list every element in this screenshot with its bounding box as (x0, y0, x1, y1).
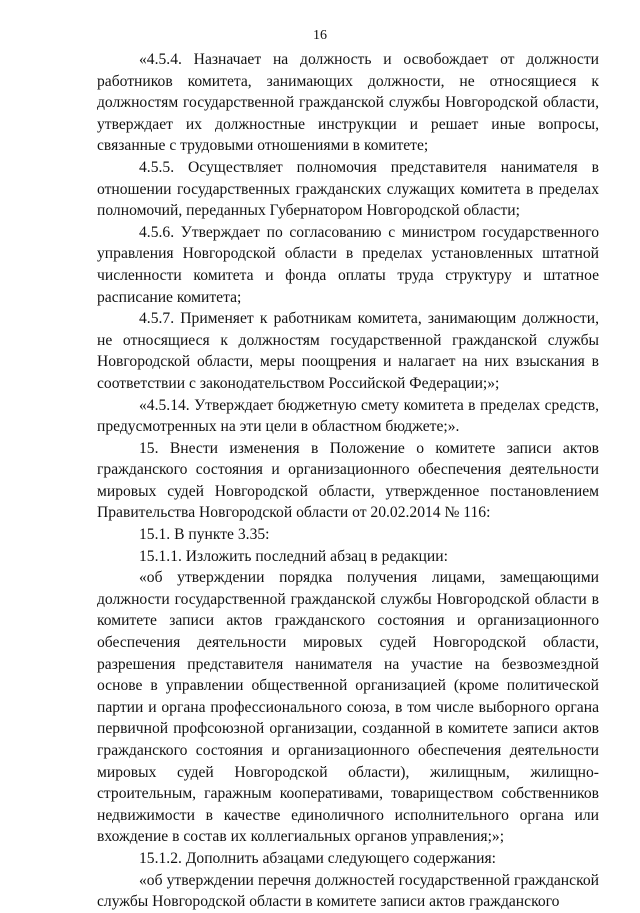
paragraph-15-1-1: 15.1.1. Изложить последний абзац в редакции: (139, 547, 448, 565)
paragraph-4-5-14: «4.5.14. Утверждает бюджетную смету комитета в пределах средств, предусмотренных на эти цели в областном бюджете;». (97, 396, 599, 436)
document-body (97, 49, 599, 913)
paragraph-quoted-approval-order: «об утверждении порядка получения лицами, замещающими должности государственной гражданской службы Новгородской области в комитете записи актов гражданского состояния и организационного обеспечения деятельности мировых судей Новгородской области, разрешения представителя нанимателя на участие на безвозмездной основе в управлении общественной организацией (кроме политической партии и органа профессионального союза, в том числе выборного органа первичной профсоюзной организации, созданной в комитете записи актов гражданского состояния и организационного обеспечения деятельности мировых судей Новгородской области), жилищным, жилищно-строительным, гаражным кооперативами, товариществом собственников недвижимости в качестве единоличного исполнительного органа или вхождение в состав их коллегиальных органов управления;»; (97, 569, 599, 846)
page-number: 16 (313, 28, 327, 43)
paragraph-15-1: 15.1. В пункте 3.35: (139, 526, 270, 544)
paragraph-15: 15. Внести изменения в Положение о комитете записи актов гражданского состояния и организационного обеспечения деятельности мировых судей Новгородской области, утвержденное постановлением Правительства Новгородской области от 20.02.2014 № 116: (97, 439, 599, 522)
paragraph-4-5-4: «4.5.4. Назначает на должность и освобождает от должности работников комитета, занимающих должности, не относящиеся к должностям государственной гражданской службы Новгородской области, утверждает их должностные инструкции и решает иные вопросы, связанные с трудовыми отношениями в комитете; (97, 51, 599, 155)
paragraph-quoted-positions-list: «об утверждении перечня должностей государственной гражданской службы Новгородской области в комитете записи актов гражданского (97, 871, 599, 911)
paragraph-15-1-2: 15.1.2. Дополнить абзацами следующего содержания: (139, 849, 497, 867)
paragraph-4-5-5: 4.5.5. Осуществляет полномочия представителя нанимателя в отношении государственных гражданских служащих комитета в пределах полномочий, переданных Губернатором Новгородской области; (97, 158, 599, 220)
paragraph-4-5-7: 4.5.7. Применяет к работникам комитета, занимающим должности, не относящиеся к должностям государственной гражданской службы Новгородской области, меры поощрения и налагает на них взыскания в соответствии с законодательством Российской Федерации;»; (97, 310, 599, 392)
paragraph-4-5-6: 4.5.6. Утверждает по согласованию с министром государственного управления Новгородской области в пределах установленных штатной численности комитета и фонда оплаты труда структуру и штатное расписание комитета; (97, 223, 599, 306)
